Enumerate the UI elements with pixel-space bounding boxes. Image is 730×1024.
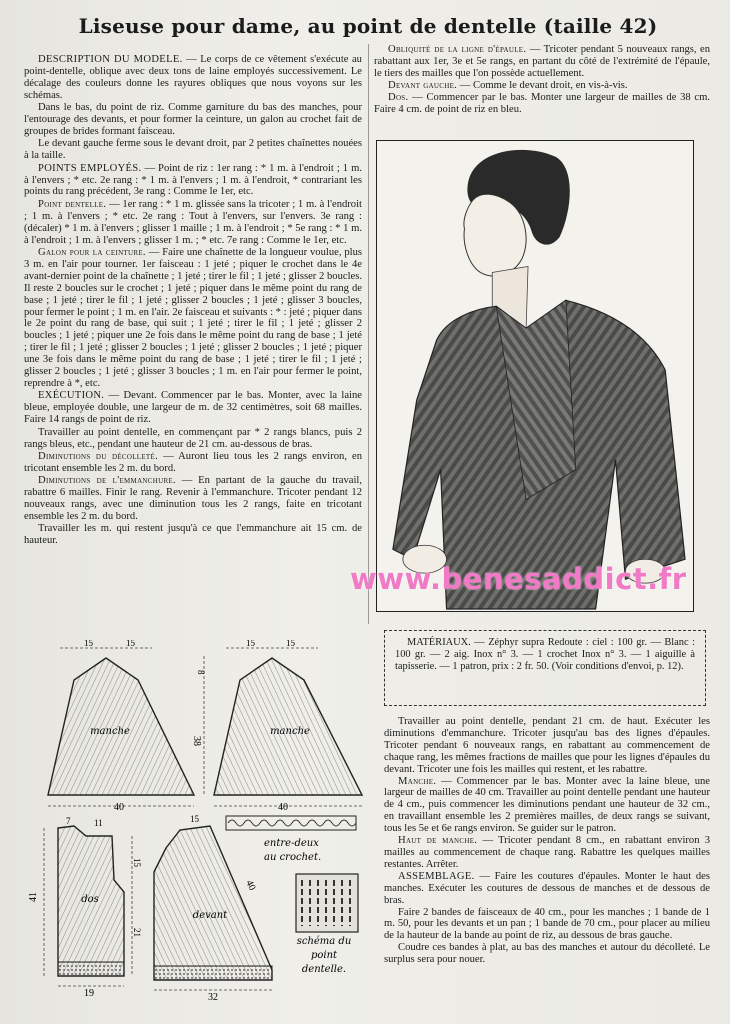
pattern-diagrams	[14, 640, 376, 1016]
back-lower-dim: 21	[132, 928, 142, 937]
paragraph-heading: EXÉCUTION.	[38, 390, 105, 402]
paragraph-text: — Commencer par le bas. Monter avec la laine bleue, une largeur de mailles de 40 cm. Travailler au point dentelle pendant une hauteur de 4 cm., puis commencer les diminutions pendant une hauteur de 32 cm., en travaillant ensemble les 2 premières mailles, de deux rangs se suivant, tous les 5e et 6e rangs environ. Se guider sur le patron.	[384, 775, 710, 835]
model-illustration	[376, 140, 694, 612]
paragraph	[24, 138, 362, 162]
column-divider	[368, 44, 369, 624]
paragraph	[24, 523, 362, 547]
sleeve-width-right: 40	[278, 802, 288, 813]
paragraph-text: — 1er rang : * 1 m. glissée sans la tricoter ; 1 m. à l'endroit ; 1 m. à l'envers ; * etc. 2e rang : Tout à l'envers, sur l'envers. 3e rang : (décaler) * 1 m. à l'envers ; glisser 1 maille ; 1 m. à l'endroit ; * 5e rang : * 1 m. à l'endroit ; 1 m. à l'envers ; glisser 1 m. ; * etc. 7e rang : Comme le 1er, etc.	[24, 198, 362, 246]
materials-text: MATÉRIAUX. — Zéphyr supra Redoute : ciel : 100 gr. — Blanc : 100 gr. — 2 aig. Inox n° 3. — 1 crochet Inox n° 3. — 1 aiguille à tapisserie. — 1 patron, prix : 2 fr. 50. (Voir conditions d'envoi, p. 12).	[395, 637, 695, 672]
back-label: dos	[81, 894, 99, 905]
paragraph-heading: Dos.	[388, 91, 409, 103]
paragraph-text: — Tricoter pendant 8 cm., en rabattant environ 3 mailles au commencement de chaque rang. Rabattre les quelques mailles restantes. Arrêter.	[384, 835, 710, 870]
paragraph	[374, 44, 710, 80]
back-top-dim-a: 7	[66, 816, 71, 826]
paragraph-heading: POINTS EMPLOYÉS.	[38, 162, 142, 174]
paragraph-heading: Manche.	[398, 775, 437, 787]
paragraph	[24, 54, 362, 102]
crochet-band-diagram	[226, 816, 356, 863]
paragraph-text: — Tricoter pendant 5 nouveaux rangs, en rabattant aux 1er, 3e et 5e rangs, en partant du côté de l'extrémité de l'épaule, le tiers des mailles que l'on possède actuellement.	[374, 44, 710, 79]
back-side-dim: 41	[28, 892, 39, 902]
crochet-caption-2: au crochet.	[264, 852, 322, 863]
paragraph-heading: ASSEMBLAGE.	[398, 870, 475, 882]
paragraph-heading: Galon pour la ceinture.	[38, 247, 146, 258]
paragraph	[24, 163, 362, 199]
paragraph-text: — Faire une chaînette de la longueur voulue, plus 3 m. en l'air pour tourner. 1er faisceau : 1 jeté ; piquer le crochet dans le 4e avant-dernier point de la chaînette ; 1 jeté ; tirer le fil ; 1 jeté ; glisser 2 boucles. Il reste 2 boucles sur le crochet ; 1 jeté ; piquer dans le même point du rang de base ; 1 jeté ; tirer le fil ; 1 jeté ; glisser 2 boucles ; 1 jeté ; glisser 3 boucles, pour fermer le point ; 1 m. en l'air. 2e faisceau et suivants : * : jeté ; piquer dans le 2e point du rang de base, qui suit ; 1 jeté ; tirer le fil ; 1 jeté ; glisser 2 boucles ; 1 jeté ; piquer une 2e fois dans le même point du rang de base ; 1 jeté ; tirer le fil ; 1 jeté ; glisser 2 boucles ; 1 jeté ; glisser 2 boucles ; 1 jeté ; piquer une 3e fois dans le même point du rang de base ; 1 jeté ; tirer le fil ; 1 jeté ; glisser 2 boucles ; 1 jeté ; glisser 3 boucles ; 1 m. en l'air pour fermer le point, reprendre à *, etc.	[24, 247, 362, 389]
front-top-dim: 15	[190, 814, 199, 824]
sleeve-height-top: 8	[196, 670, 206, 675]
sleeve-left-dim-b: 15	[126, 640, 135, 648]
sleeve-label-left: manche	[90, 726, 130, 737]
paragraph	[24, 102, 362, 138]
paragraph-text: Travailler au point dentelle, en commençant par * 2 rangs blancs, puis 2 rangs bleus, etc., pendant une hauteur de 21 cm. au-dessous de bras.	[24, 426, 362, 450]
back-top-dim-b: 11	[94, 818, 103, 828]
right-column-bottom-text	[384, 716, 710, 1016]
sleeve-width-left: 40	[114, 802, 124, 813]
paragraph-heading: Diminutions de l'emmanchure.	[38, 475, 176, 487]
stitch-caption-2: point	[310, 950, 338, 961]
crochet-caption-1: entre-deux	[264, 838, 319, 849]
paragraph-heading: Haut de manche.	[398, 835, 478, 847]
paragraph	[384, 907, 710, 943]
paragraph	[24, 427, 362, 451]
paragraph	[384, 835, 710, 871]
materials-box	[384, 630, 706, 706]
paragraph-text: — Le corps de ce vêtement s'exécute au point-dentelle, oblique avec deux tons de laine employés successivement. Le décalage des couleurs donne les rayures obliques que nous voyons sur les schémas.	[24, 54, 362, 101]
sleeve-left-dim-a: 15	[84, 640, 93, 648]
paragraph-text: — Comme le devant droit, en vis-à-vis.	[457, 79, 628, 91]
front-label: devant	[192, 910, 228, 921]
page-title: Liseuse pour dame, au point de dentelle (taille 42)	[78, 14, 658, 38]
sleeve-right-dim-a: 15	[246, 640, 255, 648]
paragraph-text: Travailler les m. qui restent jusqu'à ce que l'emmanchure ait 15 cm. de hauteur.	[24, 523, 362, 547]
watermark-text: www.benesaddict.fr	[350, 562, 687, 596]
right-column-top-text	[374, 44, 710, 136]
stitch-caption-3: dentelle.	[301, 964, 347, 975]
sleeve-right-diagram	[214, 640, 362, 813]
paragraph	[374, 92, 710, 116]
back-height-dim: 15	[132, 858, 142, 867]
paragraph-text: — Point de riz : 1er rang : * 1 m. à l'endroit ; 1 m. à l'envers ; * etc. 2e rang : * 1 m. à l'envers ; 1 m. à l'endroit, * contrariant les points du rang précédent, 3e rang : Comme le 1er, etc.	[24, 162, 362, 198]
paragraph-heading: Diminutions du décolleté.	[38, 450, 159, 462]
sleeve-label-right: manche	[270, 726, 310, 737]
paragraph-text: — En partant de la gauche du travail, rabattre 6 mailles. Finir le rang. Revenir à l'emmanchure. Tricoter pendant 12 nouveaux rangs, avec une diminution tous les 2 rangs, faite en tricotant ensemble les 2 m. du bord.	[24, 475, 362, 522]
paragraph-heading: DESCRIPTION DU MODÈLE.	[38, 54, 183, 65]
paragraph-text: — Faire les coutures d'épaules. Monter le haut des manches. Exécuter les coutures de dessous de manches et de dessous de bras.	[384, 870, 710, 906]
paragraph-text: — Commencer par le bas. Monter une largeur de mailles de 38 cm. Faire 4 cm. de point de riz en bleu.	[374, 91, 710, 115]
sleeve-height-side: 38	[191, 736, 202, 746]
paragraph	[24, 475, 362, 523]
front-piece-diagram	[154, 814, 272, 1003]
paragraph	[384, 942, 710, 966]
paragraph-text: Coudre ces bandes à plat, au bas des manches et autour du décolleté. Le surplus sera pour nouer.	[384, 942, 710, 966]
paragraph-text: Dans le bas, du point de riz. Comme garniture du bas des manches, pour l'entourage des devants, et pour former la ceinture, un galon au crochet fait de groupes de brides formant faisceau.	[24, 102, 362, 137]
paragraph	[374, 80, 710, 92]
sleeve-left-diagram	[48, 640, 194, 813]
front-side-dim: 40	[243, 878, 258, 893]
paragraph-text: — Auront lieu tous les 2 rangs environ, en tricotant ensemble les 2 m. du bord.	[24, 450, 362, 474]
paragraph-text: — Devant. Commencer par le bas. Monter, avec la laine bleue, employée double, une largeur de m. de 32 centimètres, soit 68 mailles. Faire 14 rangs de point de riz.	[24, 390, 362, 426]
paragraph-text: Travailler au point dentelle, pendant 21 cm. de haut. Exécuter les diminutions d'emmanchure. Tricoter jusqu'au bas des lignes d'épaules. Tricoter pendant 6 nouveaux rangs, en rabattant au commencement de chaque rang, les mêmes fractions de mailles que pour les lignes d'épaules du devant. Tricoter une fois les mailles qui restent, et les rabattre.	[384, 716, 710, 775]
paragraph-heading: Obliquité de la ligne d'épaule.	[388, 44, 527, 55]
paragraph	[24, 451, 362, 475]
paragraph	[24, 247, 362, 390]
stitch-caption-1: schéma du	[296, 936, 352, 947]
front-width-dim: 32	[208, 992, 218, 1003]
paragraph-heading: Devant gauche.	[388, 79, 458, 91]
paragraph-text: Faire 2 bandes de faisceaux de 40 cm., pour les manches ; 1 bande de 1 m. 50, pour les devants et un pan ; 1 bande de 70 cm., pour placer au milieu de la hauteur de la bande au point de riz, au dessous de bras gauche.	[384, 906, 710, 942]
paragraph-heading: Point dentelle.	[38, 198, 107, 210]
back-width-dim: 19	[84, 988, 94, 999]
stitch-schema-diagram	[296, 874, 358, 975]
left-column-text	[24, 54, 362, 640]
paragraph	[384, 716, 710, 776]
paragraph	[24, 390, 362, 426]
paragraph	[24, 199, 362, 247]
back-piece-diagram	[28, 816, 142, 999]
paragraph-text: Le devant gauche ferme sous le devant droit, par 2 petites chaînettes nouées à la taille.	[24, 138, 362, 162]
sleeve-right-dim-b: 15	[286, 640, 295, 648]
paragraph	[384, 776, 710, 836]
paragraph	[384, 871, 710, 907]
